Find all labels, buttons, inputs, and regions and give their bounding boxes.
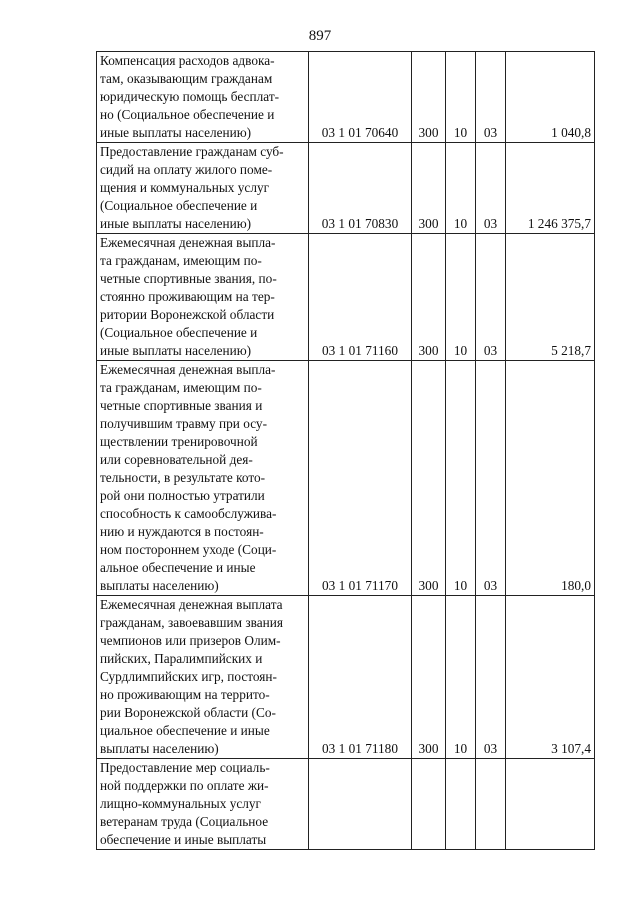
- item-name-line: циальное обеспечение и иные: [100, 723, 270, 738]
- subsection-cell: 03: [476, 596, 506, 759]
- table-row: [97, 52, 595, 143]
- item-name-cell: [97, 143, 309, 234]
- expense-type-cell: 300: [412, 596, 446, 759]
- subsection-cell: 03: [476, 52, 506, 143]
- item-name-line: Предоставление гражданам суб-: [100, 144, 284, 159]
- item-name-line: гражданам, завоевавшим звания: [100, 615, 283, 630]
- item-name-line: выплаты населению): [100, 741, 219, 756]
- item-name-cell: [97, 759, 309, 850]
- item-name-line: нию и нуждаются в постоян-: [100, 524, 264, 539]
- table-row: [97, 361, 595, 596]
- section-cell: 10: [446, 596, 476, 759]
- item-name-line: получившим травму при осу-: [100, 416, 267, 431]
- item-name-cell: [97, 361, 309, 596]
- page-number: 897: [308, 28, 332, 44]
- budget-table: [96, 51, 595, 850]
- item-name-line: четные спортивные звания, по-: [100, 271, 277, 286]
- subsection-cell: 03: [476, 361, 506, 596]
- expense-type-cell: 300: [412, 52, 446, 143]
- target-code-cell: 03 1 01 71170: [309, 361, 412, 596]
- item-name-line: Ежемесячная денежная выпла-: [100, 235, 276, 250]
- item-name-line: Сурдлимпийских игр, постоян-: [100, 669, 277, 684]
- item-name-line: ном постороннем уходе (Соци-: [100, 542, 277, 557]
- table-row: [97, 143, 595, 234]
- section-cell: 10: [446, 143, 476, 234]
- item-name-line: но проживающим на террито-: [100, 687, 270, 702]
- item-name-line: пийских, Паралимпийских и: [100, 651, 263, 666]
- item-name-line: иные выплаты населению): [100, 343, 252, 358]
- amount-cell: 3 107,4: [506, 596, 595, 759]
- item-name-line: лищно-коммунальных услуг: [100, 796, 261, 811]
- item-name-line: способность к самообслужива-: [100, 506, 277, 521]
- item-name-cell: [97, 52, 309, 143]
- item-name-line: там, оказывающим гражданам: [100, 71, 273, 86]
- item-name-line: альное обеспечение и иные: [100, 560, 256, 575]
- expense-type-cell: 300: [412, 361, 446, 596]
- item-name-cell: [97, 596, 309, 759]
- table-body: [97, 52, 595, 850]
- item-name-line: ной поддержки по оплате жи-: [100, 778, 269, 793]
- item-name-line: тельности, в результате кото-: [100, 470, 266, 485]
- item-name-line: Ежемесячная денежная выплата: [100, 597, 283, 612]
- item-name-line: рии Воронежской области (Со-: [100, 705, 276, 720]
- section-cell: 10: [446, 361, 476, 596]
- expense-type-cell: [412, 759, 446, 850]
- subsection-cell: [476, 759, 506, 850]
- item-name-line: рой они полностью утратили: [100, 488, 265, 503]
- subsection-cell: 03: [476, 143, 506, 234]
- item-name-cell: [97, 234, 309, 361]
- item-name-line: обеспечение и иные выплаты: [100, 832, 267, 847]
- section-cell: [446, 759, 476, 850]
- item-name-line: но (Социальное обеспечение и: [100, 107, 275, 122]
- table-row: [97, 234, 595, 361]
- amount-cell: 1 246 375,7: [506, 143, 595, 234]
- amount-cell: 5 218,7: [506, 234, 595, 361]
- amount-cell: 1 040,8: [506, 52, 595, 143]
- item-name-line: щения и коммунальных услуг: [100, 180, 270, 195]
- expense-type-cell: 300: [412, 143, 446, 234]
- item-name-line: (Социальное обеспечение и: [100, 325, 258, 340]
- item-name-line: иные выплаты населению): [100, 125, 252, 140]
- item-name-line: ветеранам труда (Социальное: [100, 814, 269, 829]
- item-name-line: сидий на оплату жилого поме-: [100, 162, 273, 177]
- target-code-cell: [309, 759, 412, 850]
- target-code-cell: 03 1 01 71180: [309, 596, 412, 759]
- amount-cell: [506, 759, 595, 850]
- item-name-line: чемпионов или призеров Олим-: [100, 633, 281, 648]
- target-code-cell: 03 1 01 70830: [309, 143, 412, 234]
- target-code-cell: 03 1 01 70640: [309, 52, 412, 143]
- item-name-line: стоянно проживающим на тер-: [100, 289, 275, 304]
- item-name-line: выплаты населению): [100, 578, 219, 593]
- item-name-line: юридическую помощь бесплат-: [100, 89, 280, 104]
- item-name-line: четные спортивные звания и: [100, 398, 263, 413]
- table-row: [97, 759, 595, 850]
- item-name-line: (Социальное обеспечение и: [100, 198, 258, 213]
- item-name-line: ритории Воронежской области: [100, 307, 275, 322]
- expense-type-cell: 300: [412, 234, 446, 361]
- item-name-line: Компенсация расходов адвока-: [100, 53, 275, 68]
- section-cell: 10: [446, 234, 476, 361]
- item-name-line: или соревновательной дея-: [100, 452, 253, 467]
- subsection-cell: 03: [476, 234, 506, 361]
- item-name-line: иные выплаты населению): [100, 216, 252, 231]
- target-code-cell: 03 1 01 71160: [309, 234, 412, 361]
- section-cell: 10: [446, 52, 476, 143]
- item-name-line: ществлении тренировочной: [100, 434, 258, 449]
- amount-cell: 180,0: [506, 361, 595, 596]
- item-name-line: та гражданам, имеющим по-: [100, 380, 262, 395]
- table-row: [97, 596, 595, 759]
- item-name-line: Предоставление мер социаль-: [100, 760, 270, 775]
- item-name-line: Ежемесячная денежная выпла-: [100, 362, 276, 377]
- item-name-line: та гражданам, имеющим по-: [100, 253, 262, 268]
